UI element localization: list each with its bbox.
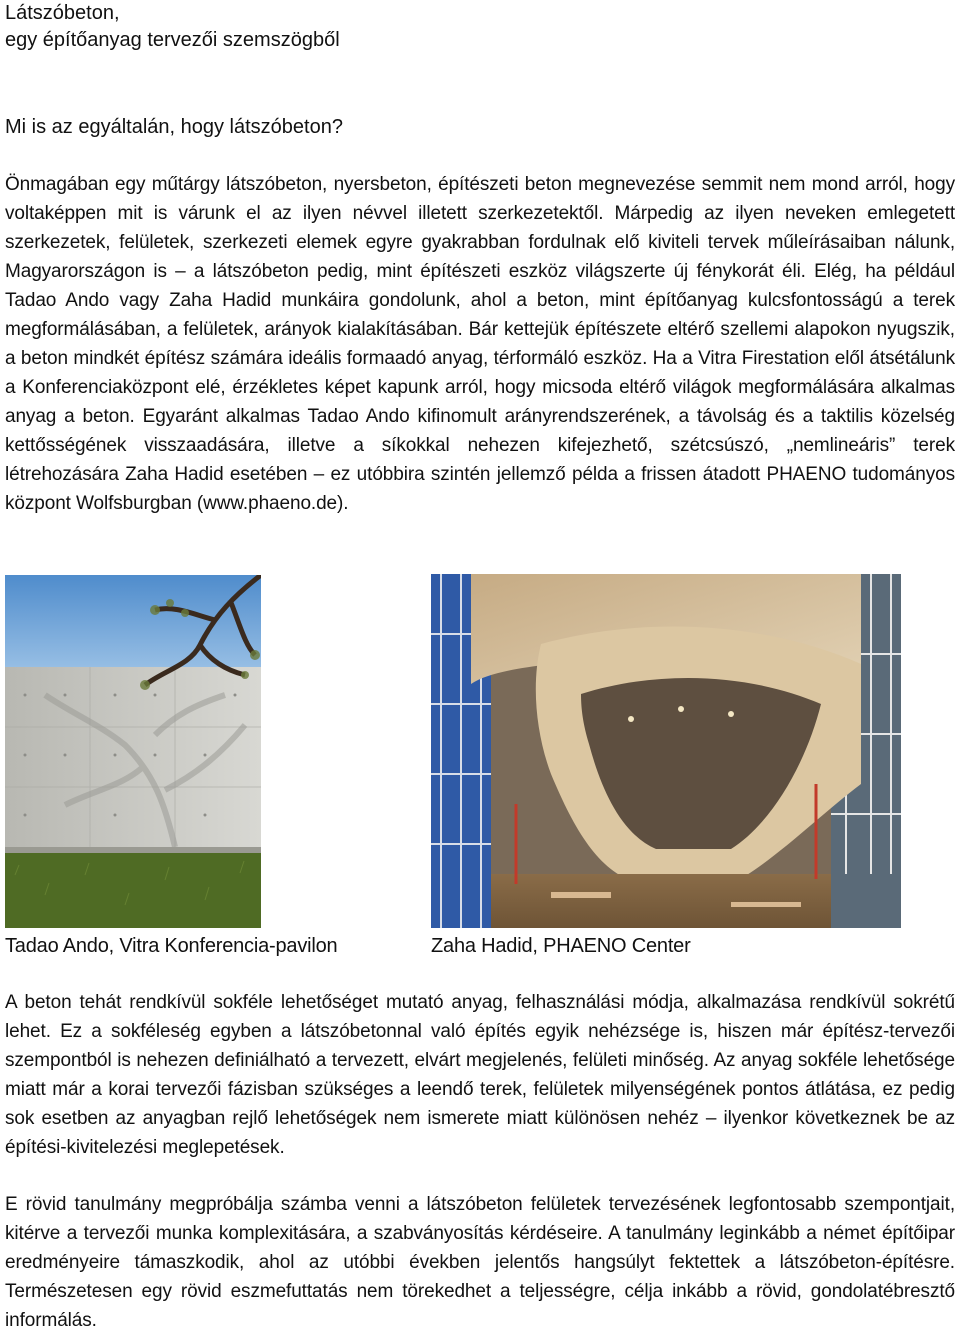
caption-hadid: Zaha Hadid, PHAENO Center [431, 935, 691, 957]
paragraph-intro: Önmagában egy műtárgy látszóbeton, nyersbeton, építészeti beton megnevezése semmit nem mond arról, hogy voltaképpen mit is várunk el az ilyen névvel illetett szerkezetektől. Márpedig az ilyen neveken emlegetett szerkezetek, felületek, szerkezeti elemek egyre gyakrabban fordulnak elő kiviteli tervek műleírásaiban nálunk, Magyarországon is – a látszóbeton pedig, mint építészeti eszköz világszerte új fénykorát éli. Elég, ha például Tadao Ando vagy Zaha Hadid munkáira gondolunk, ahol a beton, mint építőanyag kulcsfontosságú a terek megformálásában, a felületek, arányok kialakításában. Bár kettejük építészete eltérő szellemi alapokon nyugszik, a beton mindkét építész számára ideális formaadó anyag, térformáló eszköz. Ha a Vitra Firestation elől átsétálunk a Konferenciaközpont elé, érzékletes képet kapunk arról, hogy micsoda eltérő világok megformálására alkalmas anyag a beton. Egyaránt alkalmas Tadao Ando kifinomult arányrendszerének, a távolság és a taktilis közelség kettősségének visszaadására, illetve a síkokkal nehezen kifejezhető, szétcsúszó, „nemlineáris” terek létrehozására Zaha Hadid esetében – ez utóbbira szintén jellemző példa a frissen átadott PHAENO tudományos központ Wolfsburgban (www.phaeno.de). [5, 174, 955, 514]
document-page [5, 0, 955, 1331]
title-line-1: Látszóbeton, [5, 2, 120, 24]
title-line-2: egy építőanyag tervezői szemszögből [5, 29, 340, 51]
paragraph-study-aim: E rövid tanulmány megpróbálja számba venni a látszóbeton felületek tervezésének legfontosabb szempontjait, kitérve a tervezői munka komplexitására, a szabványosítás kérdéseire. A tanulmány leginkább a német építőipar eredményeire támaszkodik, ahol az utóbbi években jelentős hangsúlyt fektettek a látszóbeton-építésre. Természetesen egy rövid eszmefuttatás nem törekedhet a teljességre, célja inkább a rövid, gondolatébresztő informálás. [5, 1194, 955, 1331]
caption-ando: Tadao Ando, Vitra Konferencia-pavilon [5, 935, 338, 957]
photo-ando-pavilion-image [5, 575, 261, 928]
section-question: Mi is az egyáltalán, hogy látszóbeton? [5, 116, 343, 138]
paragraph-diversity: A beton tehát rendkívül sokféle lehetőséget mutató anyag, felhasználási módja, alkalmazása rendkívül sokrétű lehet. Ez a sokféleség egyben a látszóbetonnal való építés egyik nehézsége is, hiszen már építész-tervezői szempontból is nehezen definiálható a tervezett, elvárt megjelenés, felületi minőség. Az anyag sokféle lehetősége miatt már a korai tervezői fázisban szükséges a leendő terek, felületek milyenségének pontos átlátása, ez pedig sok esetben az anyagban rejlő lehetőségek nem ismerete miatt különösen nehéz – ilyenkor következnek be az építési-kivitelezési meglepetések. [5, 992, 955, 1158]
document-title [5, 0, 955, 54]
photo-ando-pavilion [5, 575, 261, 928]
photo-phaeno-center [431, 574, 901, 928]
photo-phaeno-center-image [431, 574, 901, 928]
